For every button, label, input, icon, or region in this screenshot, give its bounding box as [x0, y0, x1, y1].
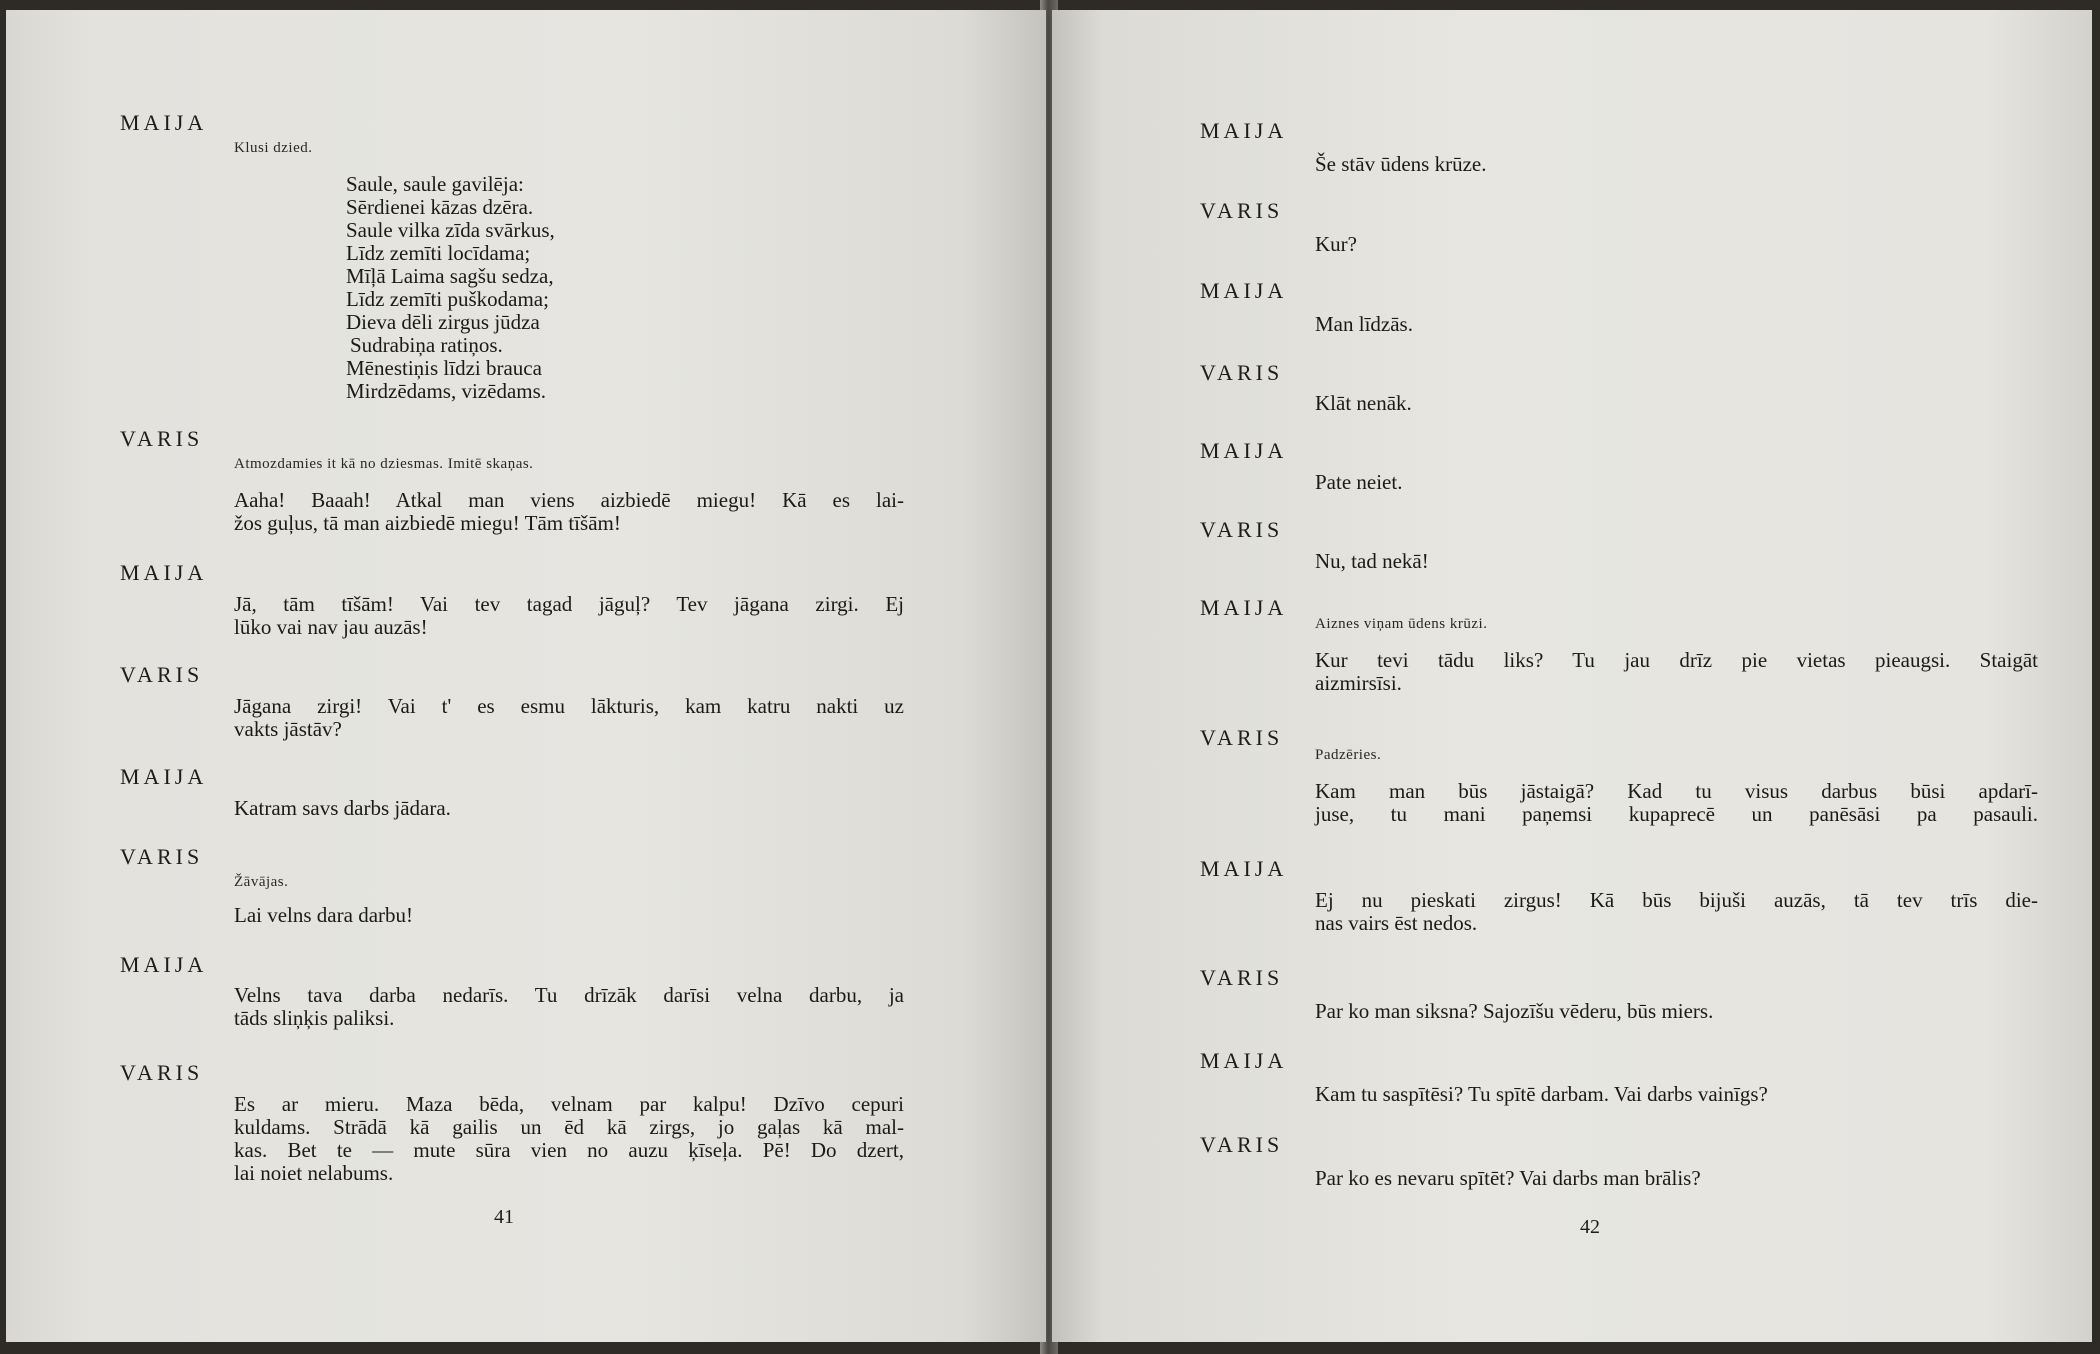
speaker-name: VARIS [1200, 198, 1284, 223]
dialogue-line: vakts jāstāv? [234, 717, 342, 741]
dialogue-line: Jā, tām tīšām! Vai tev tagad jāguļ? Tev jāgana zirgi. Ej [234, 592, 904, 616]
dialogue-line: Katram savs darbs jādara. [234, 796, 451, 820]
stage-direction: Aiznes viņam ūdens krūzi. [1315, 616, 1488, 632]
page-number: 41 [494, 1206, 514, 1228]
speaker-name: MAIJA [120, 110, 208, 135]
song-line: Mēnestiņis līdzi brauca [346, 356, 542, 380]
speaker-name: VARIS [120, 662, 204, 687]
dialogue-line: Par ko man siksna? Sajozīšu vēderu, būs miers. [1315, 999, 1714, 1023]
dialogue-line: lūko vai nav jau auzās! [234, 615, 428, 639]
speaker-name: MAIJA [120, 560, 208, 585]
song-line: Sērdienei kāzas dzēra. [346, 195, 534, 219]
speaker-name: VARIS [120, 426, 204, 451]
song-line: Sudrabiņa ratiņos. [350, 333, 503, 357]
speaker-name: MAIJA [1200, 278, 1288, 303]
dialogue-line: Pate neiet. [1315, 470, 1403, 494]
dialogue-line: žos guļus, tā man aizbiedē miegu! Tām tīšām! [234, 511, 621, 535]
dialogue-line: Ej nu pieskati zirgus! Kā būs bijuši auzās, tā tev trīs die- [1315, 888, 2038, 912]
dialogue-line: juse, tu mani paņemsi kupaprecē un panēsāsi pa pasauli. [1315, 802, 2038, 826]
stage-direction: Klusi dzied. [234, 140, 313, 156]
song-line: Mīļā Laima sagšu sedza, [346, 264, 554, 288]
stage-direction: Atmozdamies it kā no dziesmas. Imitē skaņas. [234, 456, 534, 472]
dialogue-line: Kur? [1315, 232, 1357, 256]
song-line: Līdz zemīti puškodama; [346, 287, 549, 311]
song-line: Dieva dēli zirgus jūdza [346, 310, 540, 334]
dialogue-line: Jāgana zirgi! Vai t' es esmu lākturis, kam katru nakti uz [234, 694, 904, 718]
song-line: Līdz zemīti locīdama; [346, 241, 531, 265]
speaker-name: MAIJA [1200, 118, 1288, 143]
dialogue-line: Kam tu saspītēsi? Tu spītē darbam. Vai darbs vainīgs? [1315, 1082, 1768, 1106]
dialogue-line: Par ko es nevaru spītēt? Vai darbs man brālis? [1315, 1166, 1701, 1190]
dialogue-line: Es ar mieru. Maza bēda, velnam par kalpu! Dzīvo cepuri [234, 1092, 904, 1116]
left-page [6, 10, 1046, 1342]
dialogue-line: kuldams. Strādā kā gailis un ēd kā zirgs, jo gaļas kā mal- [234, 1115, 904, 1139]
dialogue-line: Man līdzās. [1315, 312, 1413, 336]
dialogue-line: Velns tava darba nedarīs. Tu drīzāk darīsi velna darbu, ja [234, 983, 904, 1007]
dialogue-line: Klāt nenāk. [1315, 391, 1412, 415]
speaker-name: VARIS [1200, 965, 1284, 990]
song-line: Mirdzēdams, vizēdams. [346, 379, 547, 403]
speaker-name: VARIS [120, 1060, 204, 1085]
speaker-name: VARIS [1200, 517, 1284, 542]
speaker-name: VARIS [1200, 360, 1284, 385]
dialogue-line: Lai velns dara darbu! [234, 903, 414, 927]
dialogue-line: Nu, tad nekā! [1315, 549, 1429, 573]
speaker-name: MAIJA [120, 952, 208, 977]
speaker-name: MAIJA [1200, 1048, 1288, 1073]
dialogue-line: Kam man būs jāstaigā? Kad tu visus darbus būsi apdarī- [1315, 779, 2038, 803]
right-page [1052, 10, 2092, 1342]
stage-direction: Žāvājas. [234, 874, 289, 890]
dialogue-line: lai noiet nelabums. [234, 1161, 394, 1185]
dialogue-line: Aaha! Baaah! Atkal man viens aizbiedē miegu! Kā es lai- [234, 488, 904, 512]
stage-direction: Padzēries. [1315, 747, 1382, 763]
dialogue-line: nas vairs ēst nedos. [1315, 911, 1478, 935]
speaker-name: MAIJA [120, 764, 208, 789]
dialogue-line: aizmirsīsi. [1315, 671, 1402, 695]
speaker-name: MAIJA [1200, 595, 1288, 620]
dialogue-line: tāds sliņķis paliksi. [234, 1006, 395, 1030]
song-line: Saule, saule gavilēja: [346, 172, 524, 196]
song-line: Saule vilka zīda svārkus, [346, 218, 555, 242]
page-number: 42 [1580, 1216, 1600, 1238]
speaker-name: VARIS [1200, 1132, 1284, 1157]
speaker-name: MAIJA [1200, 856, 1288, 881]
speaker-name: VARIS [1200, 725, 1284, 750]
dialogue-line: Kur tevi tādu liks? Tu jau drīz pie vietas pieaugsi. Staigāt [1315, 648, 2038, 672]
speaker-name: VARIS [120, 844, 204, 869]
dialogue-line: Še stāv ūdens krūze. [1315, 152, 1487, 176]
dialogue-line: kas. Bet te — mute sūra vien no auzu ķīseļa. Pē! Do dzert, [234, 1138, 904, 1162]
speaker-name: MAIJA [1200, 438, 1288, 463]
